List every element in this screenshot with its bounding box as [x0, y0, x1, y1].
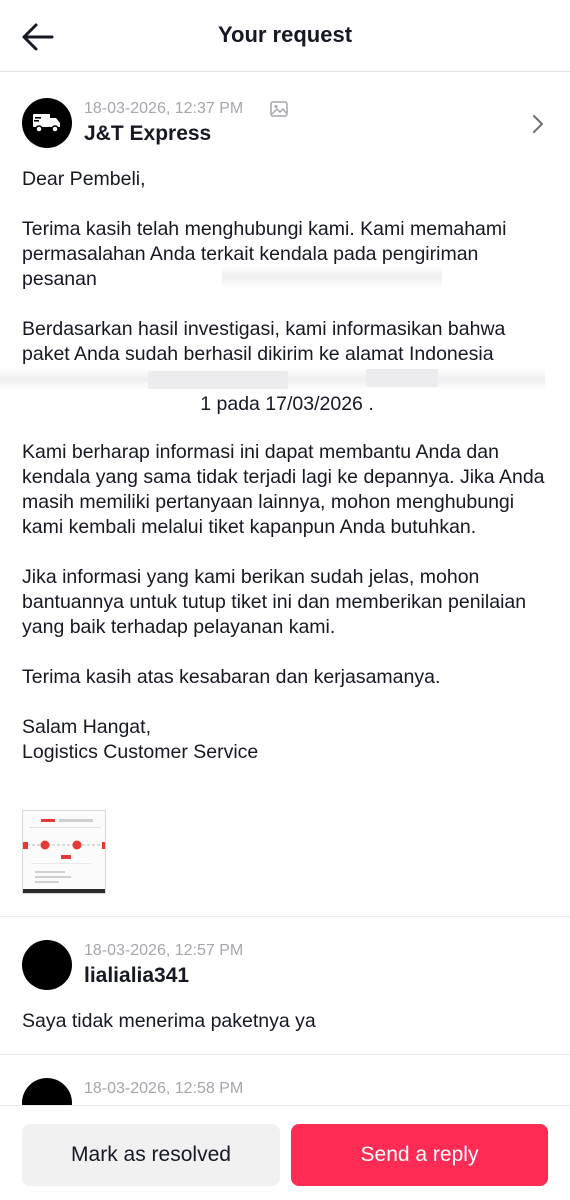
truck-icon: [32, 111, 62, 135]
tracking-screenshot-image: [23, 811, 106, 894]
message-timestamp: 18-03-2026, 12:37 PM: [84, 100, 244, 117]
image-icon: [270, 101, 288, 117]
sender-name: lialialia341: [84, 964, 190, 987]
delivery-date-text: 1 pada 17/03/2026 .: [200, 393, 374, 415]
message-divider: [0, 1054, 570, 1055]
message-divider: [0, 916, 570, 917]
message-body-cont: [22, 440, 552, 765]
attachment-thumbnail[interactable]: [22, 810, 106, 894]
chevron-right-icon[interactable]: [532, 114, 544, 134]
paragraph-hope: Kami berharap informasi ini dapat membantu Anda dan kendala yang sama tidak terjadi lagi ke depannya. Jika Anda masih memiliki pertanyaan lainnya, mohon menghubungi kami kembali melalui tiket kapanpun Anda butuhkan.: [22, 441, 545, 538]
page-title: Your request: [217, 22, 353, 47]
mark-resolved-button[interactable]: Mark as resolved: [22, 1124, 280, 1186]
sender-name: J&T Express: [84, 122, 212, 145]
delivery-date-line: [22, 392, 552, 417]
avatar[interactable]: [22, 940, 72, 990]
send-reply-button[interactable]: Send a reply: [291, 1124, 548, 1186]
signature-greeting: Salam Hangat,: [22, 716, 151, 738]
paragraph-intro: Terima kasih telah menghubungi kami. Kami memahami permasalahan Anda terkait kendala pada pengiriman pesanan: [22, 218, 507, 290]
redacted-address-block: [148, 371, 288, 389]
paragraph-close-ticket: Jika informasi yang kami berikan sudah jelas, mohon bantuannya untuk tutup tiket ini dan memberikan penilaian yang baik terhadap pelayanan kami.: [22, 566, 527, 638]
message-body: Saya tidak menerima paketnya ya: [22, 1010, 316, 1032]
message-timestamp: 18-03-2026, 12:58 PM: [84, 1080, 244, 1097]
greeting: Dear Pembeli,: [22, 168, 146, 190]
redacted-address-block: [366, 369, 438, 387]
paragraph-investigation: Berdasarkan hasil investigasi, kami informasikan bahwa paket Anda sudah berhasil dikirim ke alamat Indonesia: [22, 318, 506, 365]
message-timestamp: 18-03-2026, 12:57 PM: [84, 942, 244, 959]
paragraph-thanks: Terima kasih atas kesabaran dan kerjasamanya.: [22, 666, 441, 688]
header: [0, 0, 570, 72]
signature-team: Logistics Customer Service: [22, 741, 259, 763]
avatar[interactable]: [22, 98, 72, 148]
bottom-action-bar: [0, 1105, 570, 1200]
redacted-order-id: [222, 266, 442, 288]
